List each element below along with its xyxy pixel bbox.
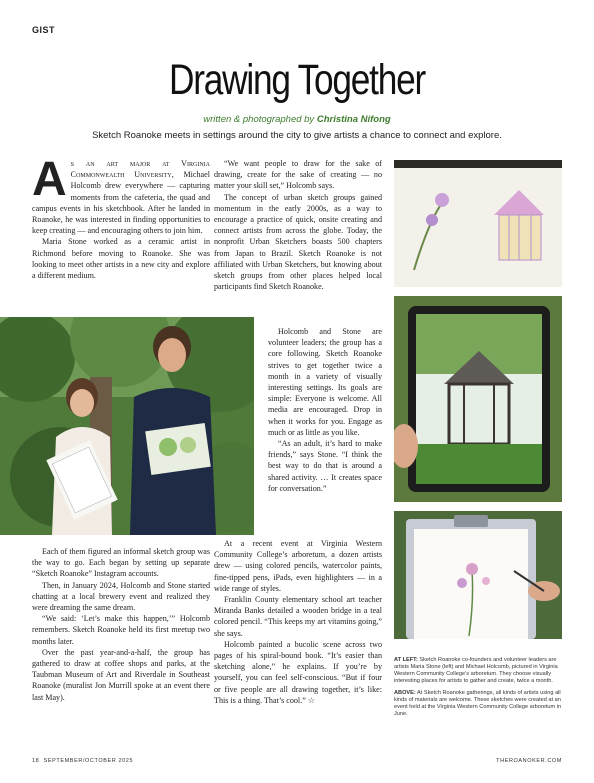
- paragraph: “We want people to draw for the sake of drawing, create for the sake of creating — no matter your skill set,” Holcomb says.: [214, 159, 382, 191]
- sketch-photo-ipad-gazebo: [394, 296, 562, 502]
- drop-cap: A: [32, 153, 67, 206]
- paragraph: Then, in January 2024, Holcomb and Stone started chatting at a local brewery event and realized they were dreaming the same dream.: [32, 580, 210, 613]
- paragraph: The concept of urban sketch groups gained momentum in the early 2000s, as a way to encourage a practice of quick, onsite creating and connect artists from across the globe. Today, the nonprofit Urban Sketchers boasts 500 chapters from Japan to Brazil. Sketch Roanoke is not affiliated with Urban Sketchers, but knowing about sketch groups from other places helped local participants find Sketch Roanoke.: [214, 192, 382, 292]
- byline: [0, 114, 594, 125]
- footer-folio: [32, 758, 133, 764]
- paragraph: As an art major at Virginia Commonwealth University, Michael Holcomb drew everywhere — capturing moments from the cafeteria, the quad and campus events in his sketchbook. After he landed in Roanoke, he was interested in finding opportunities to keep creating — and encouraging others to join him.: [32, 153, 210, 236]
- paragraph: Holcomb painted a bucolic scene across two pages of his spiral-bound book. “It’s easier than sketching alone,” he explains. If you’re by yourself, you can feel self-conscious. “But if four or five people are all drawing together, it’s like: This is a thing. That’s cool.” ☆: [214, 639, 382, 705]
- sketch-photo-gazebo-watercolor: [394, 160, 562, 287]
- paragraph: Each of them figured an informal sketch group was the way to go. Each began by setting up separate “Sketch Roanoke” Instagram accounts.: [32, 547, 210, 579]
- paragraph: “We said: ‘Let’s make this happen,’” Holcomb remembers. Sketch Roanoke held its first meetup two months later.: [32, 614, 210, 646]
- byline-author: Christina Nifong: [316, 114, 391, 125]
- paragraph: “As an adult, it’s hard to make friends,” says Stone. “I think the best way to do that is around a shared activity. … It creates space for conversation.”: [268, 439, 382, 493]
- paragraph: At a recent event at Virginia Western Community College’s arboretum, a dozen artists drew — using colored pencils, watercolor paints, fine-tipped pens, iPads, even highlighters — in a wide range of styles.: [214, 539, 382, 593]
- paragraph: Holcomb and Stone are volunteer leaders; the group has a core following. Sketch Roanoke strives to get together twice a month in a variety of visually interesting settings. Its goals are simple: Everyone is welcome. All media are encouraged. Drop in when it works for you. Engage as much or as little as you like.: [268, 327, 382, 437]
- photo-captions: [394, 657, 562, 718]
- column-2-bottom: [214, 538, 382, 706]
- column-1-bottom: [32, 546, 210, 703]
- main-photo: [0, 317, 254, 535]
- page-number: 18: [32, 758, 40, 764]
- sketch-photo-clipboard-flowers: [394, 511, 562, 639]
- paragraph: Maria Stone worked as a ceramic artist in Richmond before moving to Roanoke. She was looking to meet other artists in a new city and explore a different medium.: [32, 237, 210, 281]
- paragraph: Franklin County elementary school art teacher Miranda Banks detailed a wooden bridge in a teal colored pencil. “This keeps my art vitamins going,” she says.: [214, 595, 382, 638]
- section-label: GIST: [32, 25, 56, 35]
- caption-at-left: AT LEFT: Sketch Roanoke co-founders and volunteer leaders are artists Maria Stone (left) and Michael Holcomb, pictured in Virginia Western Community College’s arboretum. They choose visually interesting places for artists to gather and create, twice a month.: [394, 657, 558, 684]
- caption-above: ABOVE: At Sketch Roanoke gatherings, all kinds of artists using all kinds of materials are welcome. These sketches were created at an event held at the Virginia Western Community College arboretum in June.: [394, 690, 562, 717]
- dek: Sketch Roanoke meets in settings around the city to give artists a chance to connect and explore.: [92, 130, 502, 141]
- headline: Drawing Together: [168, 56, 426, 104]
- footer-site: THEROANOKER.COM: [496, 758, 562, 764]
- column-2-middle: [268, 326, 382, 494]
- issue-date: SEPTEMBER/OCTOBER 2025: [43, 758, 134, 764]
- byline-prefix: written & photographed by: [203, 114, 317, 125]
- column-1-top: [32, 153, 210, 281]
- column-2-top: [214, 158, 382, 292]
- paragraph: Over the past year-and-a-half, the group has gathered to draw at coffee shops and parks, at the Taubman Museum of Art and Riverdale in Southeast Roanoke (muralist Jon Murrill spoke at an event there last May).: [32, 647, 210, 702]
